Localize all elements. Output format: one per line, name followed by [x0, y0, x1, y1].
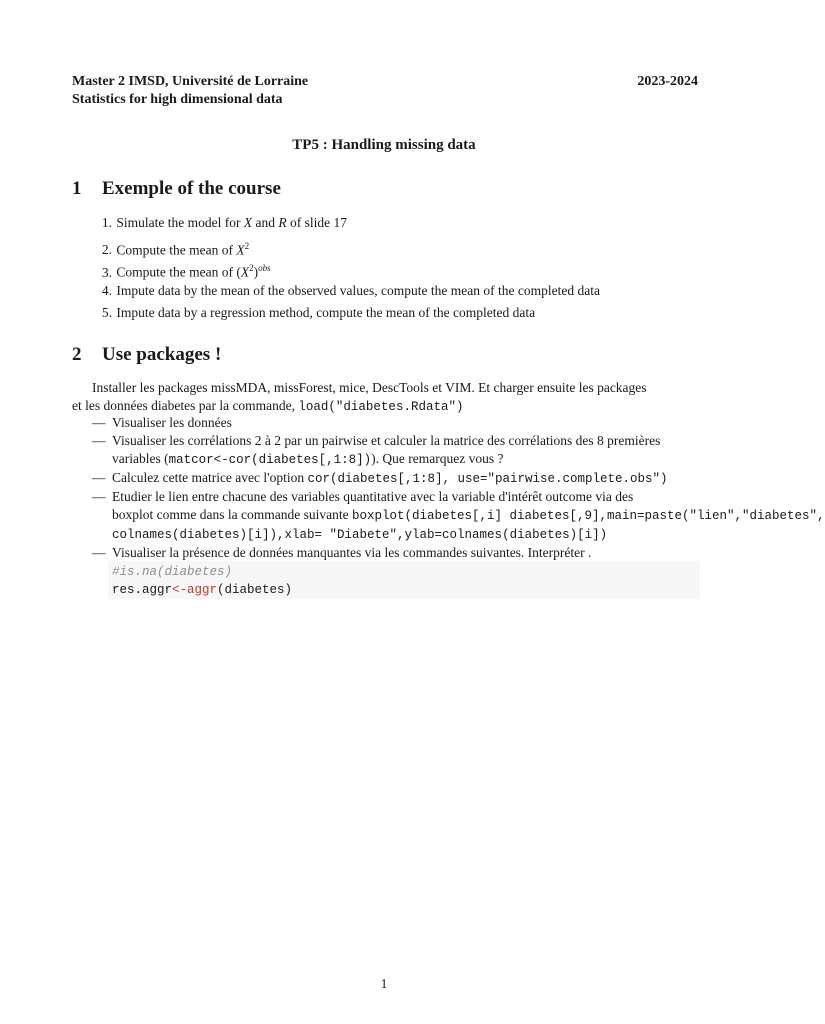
intro-line: Installer les packages missMDA, missForest, mice, DescTools et VIM. Et charger ensuite les packages	[92, 380, 647, 395]
header-course: Statistics for high dimensional data	[72, 92, 283, 107]
list-item: — Etudier le lien entre chacune des variables quantitative avec la variable d'intérêt outcome via des	[92, 489, 634, 504]
item-number: 3.	[101, 264, 112, 280]
section-number: 2	[72, 344, 82, 365]
code-comment: #is.na(diabetes)	[112, 565, 233, 579]
assign-operator: <-	[172, 583, 188, 597]
list-item	[72, 304, 712, 327]
list-item-continuation: boxplot comme dans la commande suivante boxplot(diabetes[,i] diabetes[,9],main=paste("lien","diabetes",	[112, 507, 825, 523]
list-item: — Visualiser les corrélations 2 à 2 par un pairwise et calculer la matrice des corrélations des 8 premières	[92, 433, 661, 448]
inline-code: cor(diabetes[,1:8], use="pairwise.complete.obs")	[307, 472, 668, 486]
dash-marker: —	[92, 489, 106, 504]
list-item	[72, 259, 712, 282]
page-header	[72, 73, 698, 109]
code-block	[108, 561, 700, 599]
list-item: — Calculez cette matrice avec l'option cor(diabetes[,1:8], use="pairwise.complete.obs")	[92, 470, 668, 486]
section-title: Exemple of the course	[102, 178, 281, 199]
math-var: R	[278, 215, 287, 230]
dash-marker: —	[92, 545, 106, 560]
header-institution: Master 2 IMSD, Université de Lorraine	[72, 74, 309, 89]
dash-marker: —	[92, 470, 106, 485]
list-item: — Visualiser les données	[92, 415, 232, 430]
list-item-continuation	[92, 525, 772, 544]
item-text: Impute data by the mean of the observed values, compute the mean of the completed data	[116, 282, 600, 298]
section-1-list	[72, 214, 712, 327]
list-item	[72, 214, 712, 237]
dash-marker: —	[92, 415, 106, 430]
superscript: obs	[258, 263, 271, 273]
inline-code: load("diabetes.Rdata")	[298, 400, 464, 414]
item-text: of slide 17	[286, 215, 347, 230]
item-number: 2.	[101, 242, 112, 257]
code-line: res.aggr<-aggr(diabetes)	[112, 583, 293, 597]
list-item: — Visualiser la présence de données manquantes via les commandes suivantes. Interpréter .	[92, 545, 592, 560]
section-title: Use packages !	[102, 344, 222, 365]
superscript: 2	[249, 263, 254, 273]
list-item	[72, 237, 712, 260]
math-var: X	[240, 264, 250, 280]
intro-line: et les données diabetes par la commande, load("diabetes.Rdata")	[72, 398, 464, 414]
function-name: aggr	[187, 583, 218, 597]
item-text: )	[253, 264, 259, 280]
item-text: Impute data by a regression method, compute the mean of the completed data	[116, 305, 536, 320]
list-item	[72, 282, 712, 305]
superscript: 2	[244, 240, 250, 251]
item-text: and	[252, 215, 279, 230]
section-2-bullets	[92, 414, 825, 562]
item-number: 4.	[101, 282, 112, 298]
inline-code: matcor<-cor(diabetes[,1:8])	[168, 453, 372, 467]
inline-code: colnames(diabetes)[i]),xlab= "Diabete",ylab=colnames(diabetes)[i])	[112, 528, 608, 542]
inline-code: boxplot(diabetes[,i] diabetes[,9],main=paste("lien","diabetes",	[351, 509, 825, 523]
header-year: 2023-2024	[637, 74, 698, 89]
item-text: Compute the mean of	[116, 242, 237, 257]
section-1-heading	[72, 178, 281, 200]
section-2-intro	[72, 379, 712, 416]
math-var: X	[236, 242, 245, 257]
page-number: 1	[380, 976, 388, 991]
item-number: 5.	[101, 305, 112, 320]
page-title: TP5 : Handling missing data	[292, 137, 476, 153]
section-number: 1	[72, 178, 82, 199]
item-number: 1.	[101, 215, 112, 230]
item-text: Compute the mean of (	[116, 264, 241, 280]
math-var: X	[243, 215, 253, 230]
section-2-heading	[72, 344, 221, 366]
item-text: Simulate the model for	[116, 215, 244, 230]
list-item-continuation: variables (matcor<-cor(diabetes[,1:8])). Que remarquez vous ?	[112, 451, 504, 467]
dash-marker: —	[92, 433, 106, 448]
